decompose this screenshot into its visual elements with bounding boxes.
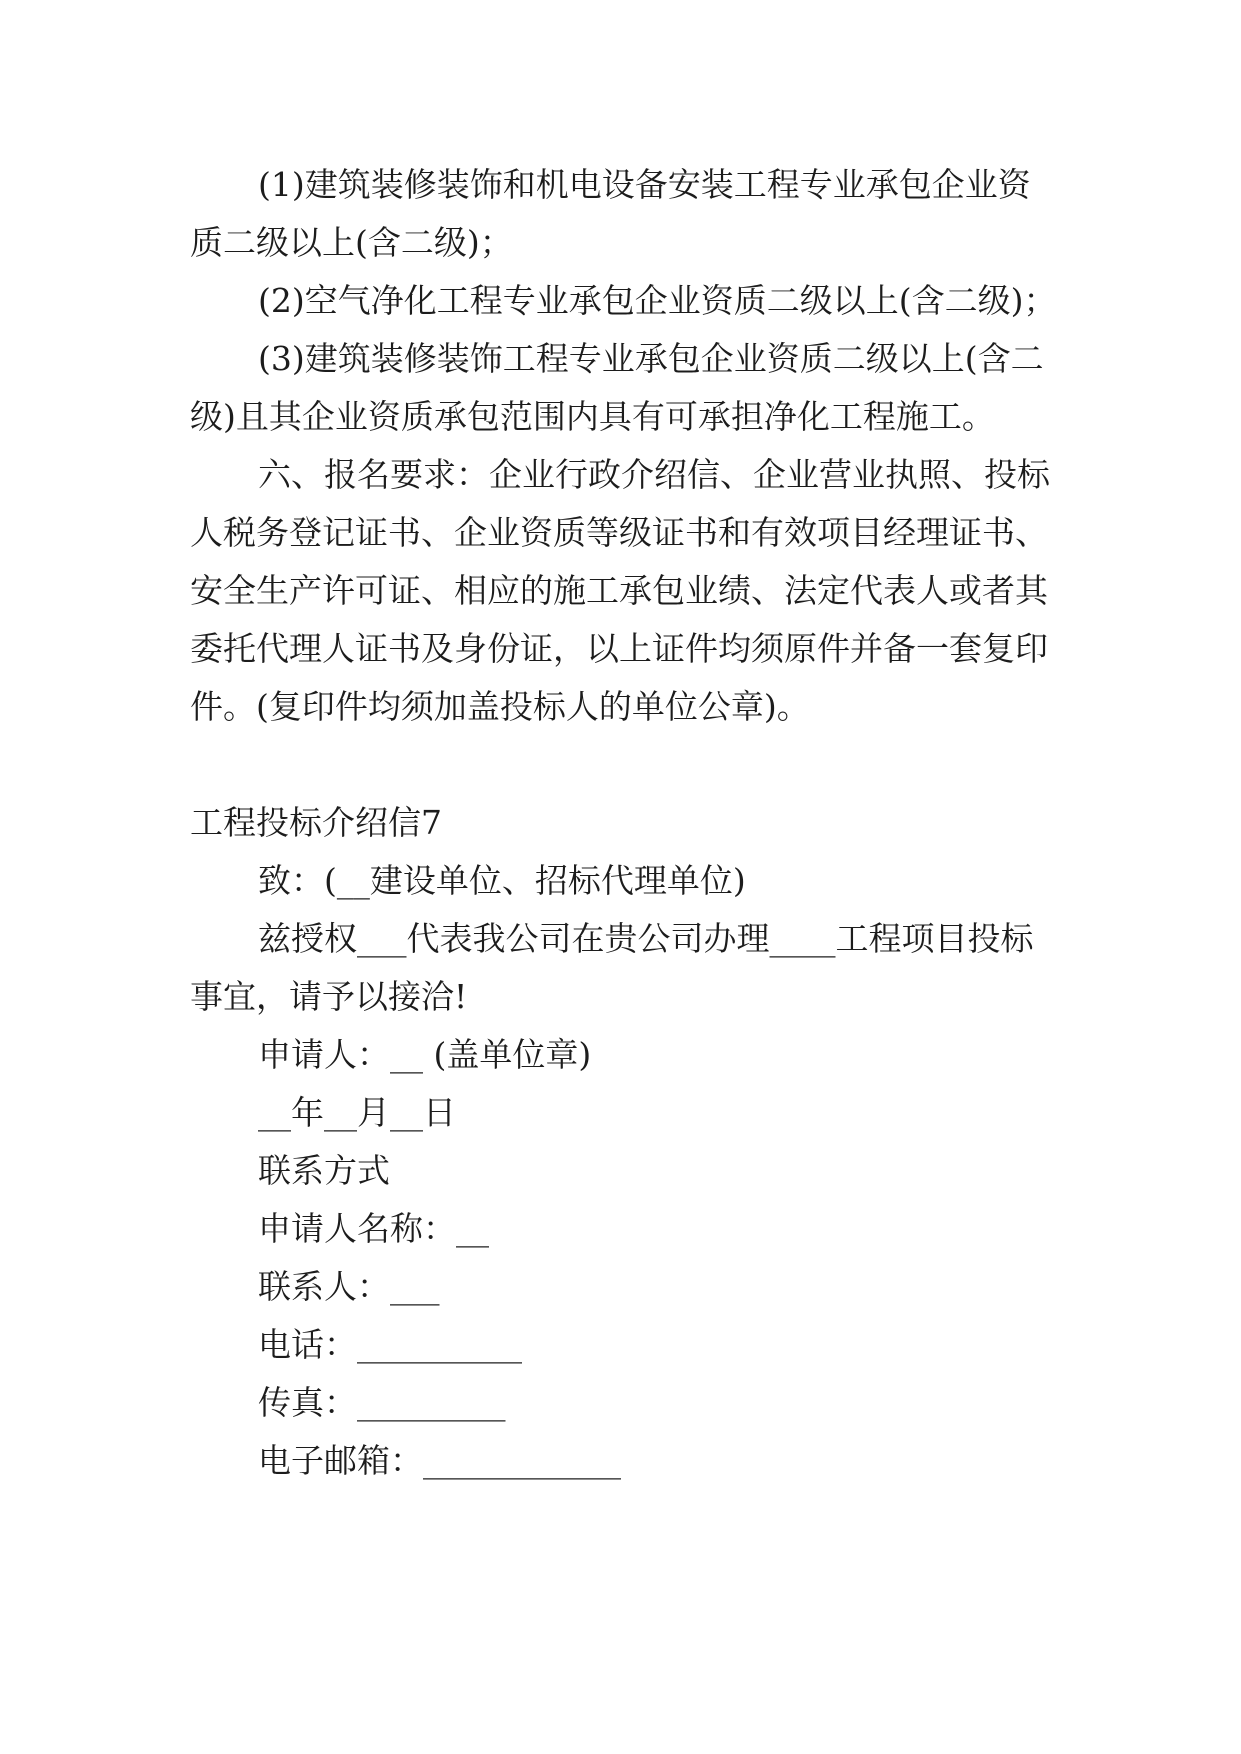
letter-applicant: 申请人：__ (盖单位章) xyxy=(258,1035,592,1074)
contact-person: 联系人：___ xyxy=(258,1267,440,1306)
letter-date: __年__月__日 xyxy=(258,1093,456,1132)
qualification-item-3-line-2: 级)且其企业资质承包范围内具有可承担净化工程施工。 xyxy=(190,397,995,436)
letter-title: 工程投标介绍信7 xyxy=(190,803,442,842)
registration-requirements-line-1: 六、报名要求：企业行政介绍信、企业营业执照、投标 xyxy=(258,455,1050,494)
registration-requirements-line-2: 人税务登记证书、企业资质等级证书和有效项目经理证书、 xyxy=(190,513,1048,552)
contact-applicant-name: 申请人名称：__ xyxy=(258,1209,489,1248)
qualification-item-2-line-1: (2)空气净化工程专业承包企业资质二级以上(含二级)； xyxy=(258,281,1057,320)
qualification-item-3-line-1: (3)建筑装修装饰工程专业承包企业资质二级以上(含二 xyxy=(258,339,1044,378)
registration-requirements-line-5: 件。(复印件均须加盖投标人的单位公章)。 xyxy=(190,687,810,726)
contact-email: 电子邮箱：____________ xyxy=(258,1441,621,1480)
qualification-item-1-line-2: 质二级以上(含二级)； xyxy=(190,223,513,262)
registration-requirements-line-3: 安全生产许可证、相应的施工承包业绩、法定代表人或者其 xyxy=(190,571,1048,610)
registration-requirements-line-4: 委托代理人证书及身份证，以上证件均须原件并备一套复印 xyxy=(190,629,1048,668)
letter-body-line-1: 兹授权___代表我公司在贵公司办理____工程项目投标 xyxy=(258,919,1034,958)
letter-body-line-2: 事宜，请予以接洽! xyxy=(190,977,468,1016)
contact-phone: 电话：__________ xyxy=(258,1325,522,1364)
letter-addressee: 致：(__建设单位、招标代理单位) xyxy=(258,861,746,900)
qualification-item-1-line-1: (1)建筑装修装饰和机电设备安装工程专业承包企业资 xyxy=(258,165,1031,204)
contact-heading: 联系方式 xyxy=(258,1151,390,1190)
contact-fax: 传真：_________ xyxy=(258,1383,506,1422)
